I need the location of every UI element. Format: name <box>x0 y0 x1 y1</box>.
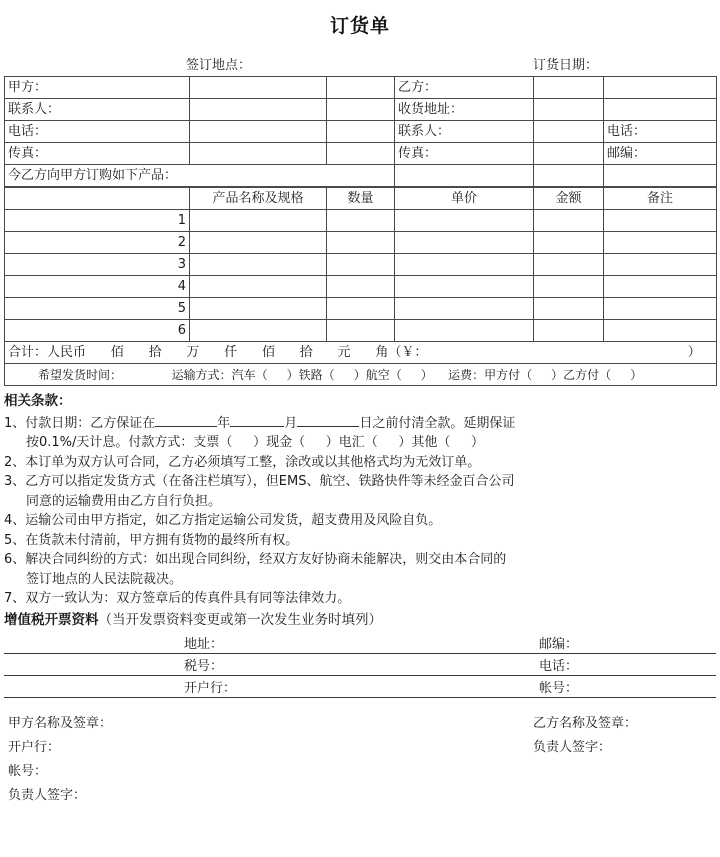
term-item-5: 5、在货款未付清前，甲方拥有货物的最终所有权。 <box>4 532 299 548</box>
party-a-phone-value[interactable] <box>190 121 327 143</box>
term-item-1 <box>4 413 716 434</box>
total-row <box>5 342 717 364</box>
payment-month-blank[interactable] <box>230 413 284 427</box>
subheader <box>0 52 720 76</box>
terms-section <box>4 392 716 630</box>
vat-row-bank <box>4 676 716 698</box>
row-number: 4 <box>5 276 190 298</box>
delivery-address-extra[interactable] <box>604 99 717 121</box>
party-a-name-seal-label[interactable]: 甲方名称及签章： <box>8 716 113 731</box>
vat-section-heading <box>4 611 716 631</box>
term-item-1-continued: 按0.1%/天计息。付款方式：支票（ ）现金（ ）电汇（ ）其他（ ） <box>26 435 485 450</box>
vat-bank-label[interactable]: 开户行： <box>184 681 237 696</box>
total-amount-text <box>5 342 717 364</box>
cell-quantity[interactable] <box>327 276 395 298</box>
row-number: 2 <box>5 232 190 254</box>
vat-phone-label[interactable]: 电话： <box>539 659 579 674</box>
vat-title-text: 增值税开票资料 <box>4 611 99 628</box>
delivery-address-value[interactable] <box>534 99 604 121</box>
party-a-contact-value[interactable] <box>190 99 327 121</box>
cell-amount[interactable] <box>534 254 604 276</box>
order-date-label: 订货日期： <box>533 58 599 73</box>
signature-party-b <box>533 712 637 760</box>
table-row <box>5 77 717 99</box>
row-number: 5 <box>5 298 190 320</box>
cell-remark[interactable] <box>604 276 717 298</box>
cell-product-name[interactable] <box>190 276 327 298</box>
term-item-3: 3、乙方可以指定发货方式（在备注栏填写），但EMS、航空、铁路快件等未经金百合公司 <box>4 474 515 489</box>
party-b-contact-label: 联系人： <box>395 121 534 143</box>
product-table-header-row <box>5 188 717 210</box>
term-item-7: 7、双方一致认为：双方签章后的传真件具有同等法律效力。 <box>4 591 351 606</box>
cell-amount[interactable] <box>534 320 604 342</box>
cell-remark[interactable] <box>604 232 717 254</box>
party-a-bank-label[interactable]: 开户行： <box>8 740 61 755</box>
vat-address-label[interactable]: 地址： <box>184 637 224 652</box>
party-b-value[interactable] <box>534 77 604 99</box>
cell-unit-price[interactable] <box>395 298 534 320</box>
row-number: 1 <box>5 210 190 232</box>
party-a-phone-extra[interactable] <box>327 121 395 143</box>
party-a-phone-label: 电话： <box>5 121 190 143</box>
column-header-unit-price: 单价 <box>395 188 534 210</box>
party-b-representative-label[interactable]: 负责人签字： <box>533 740 612 755</box>
table-row <box>5 99 717 121</box>
vat-postcode-label[interactable]: 邮编： <box>539 637 579 652</box>
cell-remark[interactable] <box>604 320 717 342</box>
cell-quantity[interactable] <box>327 232 395 254</box>
cell-amount[interactable] <box>534 298 604 320</box>
total-amount-line: 合计：人民币 佰 拾 万 仟 佰 拾 元 角（￥： ） <box>8 344 701 360</box>
row-number: 6 <box>5 320 190 342</box>
party-a-representative-label[interactable]: 负责人签字： <box>8 788 87 803</box>
term-1-day-label: 日之前付清全款。延期保证 <box>359 415 516 431</box>
cell-remark[interactable] <box>604 298 717 320</box>
postcode-label: 邮编： <box>604 143 717 165</box>
payment-day-blank[interactable] <box>297 413 359 427</box>
party-a-contact-label: 联系人： <box>5 99 190 121</box>
party-a-fax-label: 传真： <box>5 143 190 165</box>
row-number: 3 <box>5 254 190 276</box>
signature-section <box>4 712 716 822</box>
order-intro-cell-3[interactable] <box>534 165 604 187</box>
term-1-month-label: 月 <box>284 415 298 431</box>
vat-row-tax-number <box>4 654 716 676</box>
table-row <box>5 276 717 298</box>
order-intro-cell-2[interactable] <box>395 165 534 187</box>
shipping-options-text <box>5 364 717 386</box>
vat-row-address <box>4 632 716 654</box>
table-row <box>5 254 717 276</box>
cell-product-name[interactable] <box>190 254 327 276</box>
cell-remark[interactable] <box>604 210 717 232</box>
cell-quantity[interactable] <box>327 320 395 342</box>
table-row <box>5 143 717 165</box>
cell-unit-price[interactable] <box>395 320 534 342</box>
shipping-row <box>5 364 717 386</box>
cell-unit-price[interactable] <box>395 232 534 254</box>
column-header-amount: 金额 <box>534 188 604 210</box>
shipping-options-line: 希望发货时间： 运输方式：汽车（ ）铁路（ ）航空（ ） 运费：甲方付（ ）乙方付（ ） <box>38 367 643 382</box>
cell-amount[interactable] <box>534 210 604 232</box>
cell-product-name[interactable] <box>190 210 327 232</box>
cell-unit-price[interactable] <box>395 276 534 298</box>
term-item-3-continued: 同意的运输费用由乙方自行负担。 <box>26 493 222 509</box>
sign-place-label: 签订地点： <box>186 58 252 73</box>
vat-note-text: （当开发票资料变更或第一次发生业务时填列） <box>98 611 382 628</box>
party-b-contact-value[interactable] <box>534 121 604 143</box>
party-b-phone-label: 电话： <box>604 121 717 143</box>
cell-amount[interactable] <box>534 232 604 254</box>
cell-unit-price[interactable] <box>395 210 534 232</box>
party-a-value[interactable] <box>190 77 327 99</box>
cell-product-name[interactable] <box>190 298 327 320</box>
party-a-fax-extra[interactable] <box>327 143 395 165</box>
cell-quantity[interactable] <box>327 298 395 320</box>
term-item-2: 2、本订单为双方认可合同，乙方必须填写工整，涂改或以其他格式均为无效订单。 <box>4 454 481 470</box>
page-title: 订货单 <box>329 15 390 37</box>
table-row <box>5 210 717 232</box>
signature-party-a <box>8 712 112 808</box>
cell-unit-price[interactable] <box>395 254 534 276</box>
cell-amount[interactable] <box>534 276 604 298</box>
cell-quantity[interactable] <box>327 210 395 232</box>
term-1-year-label: 年 <box>217 415 231 431</box>
table-row <box>5 232 717 254</box>
party-info-table <box>4 76 717 187</box>
cell-product-name[interactable] <box>190 232 327 254</box>
table-row <box>5 165 717 187</box>
table-row <box>5 320 717 342</box>
vat-tax-number-label[interactable]: 税号： <box>184 659 224 674</box>
party-a-label: 甲方： <box>5 77 190 99</box>
column-header-quantity: 数量 <box>327 188 395 210</box>
term-1-part-a: 1、付款日期：乙方保证在 <box>4 415 156 431</box>
term-item-6-continued: 签订地点的人民法院裁决。 <box>26 571 183 587</box>
party-b-fax-value[interactable] <box>534 143 604 165</box>
order-intro-cell-4[interactable] <box>604 165 717 187</box>
party-a-contact-extra[interactable] <box>327 99 395 121</box>
cell-quantity[interactable] <box>327 254 395 276</box>
payment-year-blank[interactable] <box>155 413 217 427</box>
term-item-6: 6、解决合同纠纷的方式：如出现合同纠纷，经双方友好协商未能解决，则交由本合同的 <box>4 552 507 567</box>
party-b-name-seal-label[interactable]: 乙方名称及签章： <box>533 716 638 731</box>
term-item-4: 4、运输公司由甲方指定，如乙方指定运输公司发货，超支费用及风险自负。 <box>4 513 442 528</box>
vat-account-label[interactable]: 帐号： <box>539 681 579 696</box>
table-row <box>5 298 717 320</box>
table-row <box>5 121 717 143</box>
cell-remark[interactable] <box>604 254 717 276</box>
cell-product-name[interactable] <box>190 320 327 342</box>
vat-invoice-table <box>4 632 716 698</box>
column-header-product-name: 产品名称及规格 <box>190 188 327 210</box>
terms-heading: 相关条款： <box>4 393 72 409</box>
product-table <box>4 187 717 386</box>
party-a-fax-value[interactable] <box>190 143 327 165</box>
party-a-extra[interactable] <box>327 77 395 99</box>
party-b-fax-label: 传真： <box>395 143 534 165</box>
delivery-address-label: 收货地址： <box>395 99 534 121</box>
column-header-index <box>5 188 190 210</box>
party-b-extra[interactable] <box>604 77 717 99</box>
column-header-remark: 备注 <box>604 188 717 210</box>
order-intro-text: 今乙方向甲方订购如下产品： <box>5 165 395 187</box>
party-a-account-label[interactable]: 帐号： <box>8 764 48 779</box>
party-b-label: 乙方： <box>395 77 534 99</box>
